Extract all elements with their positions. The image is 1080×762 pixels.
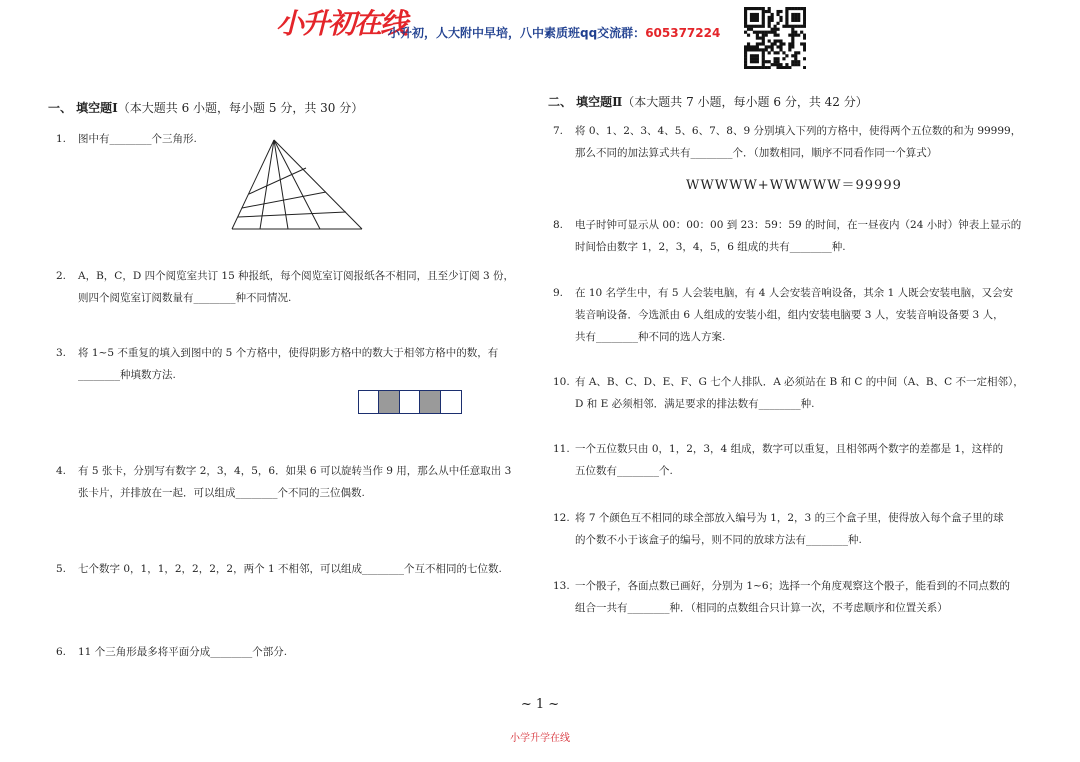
- question-number: 3.: [56, 347, 67, 359]
- question-text: 电子时钟可显示从 00：00：00 到 23：59：59 的时间，在一昼夜内（24 小时）钟表上显示的: [575, 219, 1022, 231]
- question-text: D 和 E 必须相邻．满足要求的排法数有________种.: [575, 398, 815, 410]
- question-number: 13.: [553, 580, 570, 592]
- question-text: 时间恰由数字 1，2，3，4，5，6 组成的共有________种.: [575, 241, 846, 253]
- page-number: ~ 1 ~: [520, 697, 560, 712]
- question-text: 有 A、B、C、D、E、F、G 七个人排队．A 必须站在 B 和 C 的中间（A、B、C 不一定相邻），: [575, 376, 1024, 388]
- question-text: 那么不同的加法算式共有________个．（加数相同，顺序不同看作同一个算式）: [575, 147, 938, 159]
- section2-title-text: 二、 填空题Ⅱ: [548, 95, 623, 109]
- shaded-grid-cell: [419, 390, 441, 414]
- question-text: 的个数不小于该盒子的编号，则不同的放球方法有________种.: [575, 534, 862, 546]
- section2-title: [548, 93, 868, 110]
- question-text: 张卡片，并排放在一起．可以组成________个不同的三位偶数.: [78, 487, 365, 499]
- question-text: ________种填数方法.: [78, 369, 176, 381]
- question-text: 将 7 个颜色互不相同的球全部放入编号为 1，2，3 的三个盒子里，使得放入每个盒子里的球: [575, 512, 1004, 524]
- question-number: 6.: [56, 646, 67, 658]
- question-text: 组合一共有________种．（相同的点数组合只计算一次，不考虑顺序和位置关系）: [575, 602, 948, 614]
- qq-number: 605377224: [645, 26, 721, 40]
- question-text: 图中有________个三角形.: [78, 133, 197, 145]
- question-text: 将 1~5 不重复的填入到图中的 5 个方格中，使得阴影方格中的数大于相邻方格中的数，有: [78, 347, 499, 359]
- question-text: A，B，C，D 四个阅览室共订 15 种报纸，每个阅览室订阅报纸各不相同，且至少订阅 3 份，: [78, 270, 514, 282]
- question-text: 一个骰子，各面点数已画好，分别为 1~6；选择一个角度观察这个骰子，能看到的不同点数的: [575, 580, 1010, 592]
- question-text: 将 0、1、2、3、4、5、6、7、8、9 分别填入下列的方格中，使得两个五位数的和为 99999，: [575, 125, 1022, 137]
- question-text: 有 5 张卡，分别写有数字 2，3，4，5，6．如果 6 可以旋转当作 9 用，那么从中任意取出 3: [78, 465, 512, 477]
- question-text: 11 个三角形最多将平面分成________个部分.: [78, 646, 288, 658]
- site-logo: 小升初在线: [276, 7, 407, 40]
- question-number: 5.: [56, 563, 67, 575]
- question-number: 10.: [553, 376, 570, 388]
- question-number: 9.: [553, 287, 564, 299]
- question-number: 1.: [56, 133, 67, 145]
- question-number: 11.: [553, 443, 570, 455]
- sum-formula: WWWWW+WWWWW＝99999: [686, 178, 902, 193]
- question-text: 装音响设备．今选派由 6 人组成的安装小组，组内安装电脑要 3 人，安装音响设备要 3 人，: [575, 309, 1004, 321]
- question-number: 8.: [553, 219, 564, 231]
- question-number: 4.: [56, 465, 67, 477]
- question-number: 2.: [56, 270, 67, 282]
- triangle-figure: [230, 138, 364, 232]
- question-number: 12.: [553, 512, 570, 524]
- question-text: 七个数字 0，1，1，2，2，2，2，两个 1 不相邻，可以组成________个互不相同的七位数.: [78, 563, 502, 575]
- question-text: 五位数有________个.: [575, 465, 673, 477]
- qr-code: [744, 7, 806, 69]
- question-text: 在 10 名学生中，有 5 人会装电脑，有 4 人会安装音响设备，其余 1 人既会安装电脑，又会安: [575, 287, 1014, 299]
- question-text: 则四个阅览室订阅数量有________种不同情况.: [78, 292, 292, 304]
- grid-cell: [358, 390, 380, 414]
- header-text: 小升初，人大附中早培，八中素质班qq交流群：: [388, 26, 646, 40]
- question-text: 一个五位数只由 0，1，2，3，4 组成，数字可以重复，且相邻两个数字的差都是 1，这样的: [575, 443, 1004, 455]
- footer-site-name: 小学升学在线: [510, 733, 570, 744]
- question-text: 共有________种不同的选人方案.: [575, 331, 726, 343]
- section1-subtitle: （本大题共 6 小题，每小题 5 分，共 30 分）: [117, 101, 364, 115]
- grid-cell: [399, 390, 421, 414]
- section1-title: [48, 99, 363, 116]
- grid-cell: [440, 390, 462, 414]
- number-grid-figure: [359, 390, 462, 414]
- header-banner: [388, 24, 720, 41]
- section2-subtitle: （本大题共 7 小题，每小题 6 分，共 42 分）: [622, 95, 868, 109]
- section1-title-text: 一、 填空题Ⅰ: [48, 101, 118, 115]
- shaded-grid-cell: [378, 390, 400, 414]
- question-number: 7.: [553, 125, 564, 137]
